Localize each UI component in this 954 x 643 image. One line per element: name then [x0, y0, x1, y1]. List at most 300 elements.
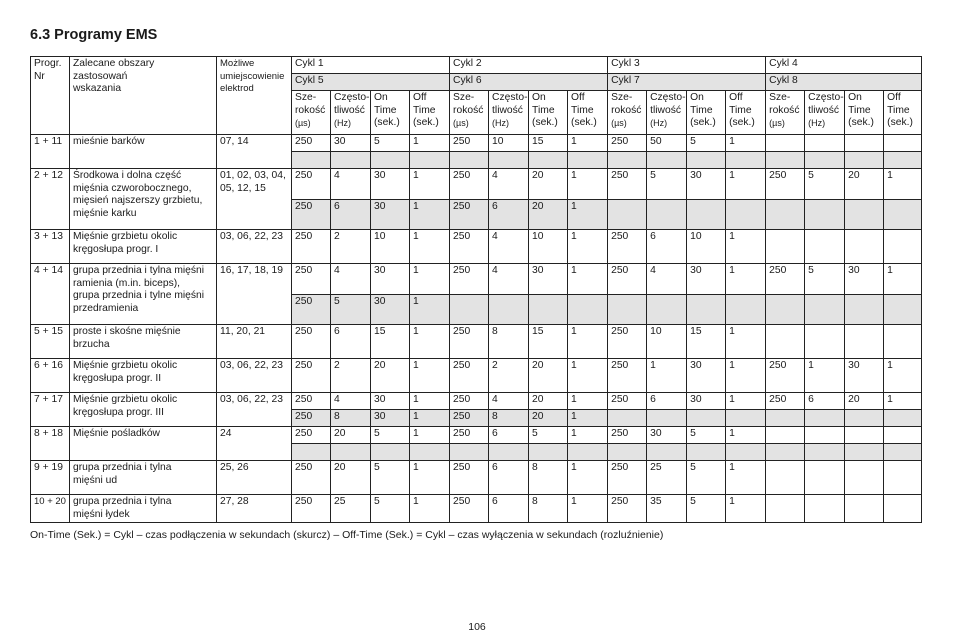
cycle-value: 250: [450, 200, 489, 230]
cycle-value: [884, 295, 922, 325]
ems-programs-table: [30, 56, 922, 523]
cycle-value: 250: [292, 325, 331, 359]
header-cycle-8: Cykl 8: [766, 74, 922, 91]
cycle-value: 5: [687, 427, 726, 444]
cycle-value: [884, 230, 922, 264]
electrode-positions: 01, 02, 03, 04, 05, 12, 15: [217, 169, 292, 230]
program-nr: 4 + 14: [31, 264, 70, 325]
cycle-value: 1: [568, 200, 608, 230]
electrode-positions: 07, 14: [217, 135, 292, 169]
cycle-value: 1: [568, 410, 608, 427]
program-nr: 6 + 16: [31, 359, 70, 393]
cycle-value: 1: [568, 461, 608, 495]
cycle-value: 5: [371, 495, 410, 523]
cycle-value: 1: [410, 230, 450, 264]
application-area: grupa przednia i tylna mięśni ud: [70, 461, 217, 495]
header-cycle-1: Cykl 1: [292, 57, 450, 74]
cycle-value: 5: [805, 264, 845, 295]
cycle-value: [845, 135, 884, 152]
cycle-value: 1: [568, 264, 608, 295]
cycle-value: 250: [450, 359, 489, 393]
cycle-value: 4: [647, 264, 687, 295]
cycle-value: 250: [292, 264, 331, 295]
cycle-value: 2: [489, 359, 529, 393]
application-area: Środkowa i dolna część mięśnia czworobocznego, mięsień najszerszy grzbietu, mięśnie karku: [70, 169, 217, 230]
cycle-value: 250: [450, 461, 489, 495]
cycle-value: 50: [647, 135, 687, 152]
cycle-value: 1: [805, 359, 845, 393]
cycle-value: 2: [331, 230, 371, 264]
header-program-nr: Progr. Nr: [31, 57, 70, 135]
header-param-frequency: Często- tliwość (Hz): [805, 91, 845, 135]
cycle-value: 5: [529, 427, 568, 444]
header-area: Zalecane obszary zastosowań wskazania: [70, 57, 217, 135]
cycle-value: 1: [410, 200, 450, 230]
header-cycle-2: Cykl 2: [450, 57, 608, 74]
header-param-width: Sze- rokość (µs): [608, 91, 647, 135]
cycle-value: 250: [608, 427, 647, 444]
header-param-frequency: Często- tliwość (Hz): [489, 91, 529, 135]
cycle-value: 4: [489, 230, 529, 264]
header-param-off-time: Off Time (sek.): [884, 91, 922, 135]
cycle-value: 20: [331, 427, 371, 444]
cycle-value: 1: [410, 325, 450, 359]
cycle-value: 250: [450, 410, 489, 427]
cycle-value: 20: [331, 461, 371, 495]
cycle-value: 250: [450, 135, 489, 152]
cycle-value: [805, 230, 845, 264]
electrode-positions: 03, 06, 22, 23: [217, 359, 292, 393]
cycle-value: 1: [568, 495, 608, 523]
cycle-value: 4: [489, 169, 529, 200]
cycle-value: 30: [331, 135, 371, 152]
cycle-value: [726, 295, 766, 325]
cycle-value: [845, 230, 884, 264]
cycle-value: 30: [371, 264, 410, 295]
section-title: 6.3 Programy EMS: [30, 27, 158, 43]
cycle-value: 250: [450, 264, 489, 295]
table-row: [31, 135, 922, 152]
cycle-value: [766, 152, 805, 169]
header-param-off-time: Off Time (sek.): [410, 91, 450, 135]
cycle-value: [292, 152, 331, 169]
cycle-value: [884, 152, 922, 169]
cycle-value: 35: [647, 495, 687, 523]
cycle-value: [687, 295, 726, 325]
cycle-value: 5: [647, 169, 687, 200]
cycle-value: 5: [331, 295, 371, 325]
cycle-value: [884, 444, 922, 461]
cycle-value: 1: [726, 461, 766, 495]
cycle-value: 30: [371, 393, 410, 410]
header-param-on-time: On Time (sek.): [687, 91, 726, 135]
cycle-value: 250: [292, 169, 331, 200]
cycle-value: 250: [608, 461, 647, 495]
cycle-value: 5: [687, 135, 726, 152]
cycle-value: [845, 427, 884, 444]
cycle-value: 1: [568, 393, 608, 410]
cycle-value: 250: [292, 295, 331, 325]
cycle-value: 10: [529, 230, 568, 264]
cycle-value: 1: [410, 359, 450, 393]
cycle-value: 250: [292, 427, 331, 444]
page-number: 106: [468, 621, 486, 633]
cycle-value: [766, 295, 805, 325]
header-cycle-5: Cykl 5: [292, 74, 450, 91]
cycle-value: 5: [687, 495, 726, 523]
electrode-positions: 27, 28: [217, 495, 292, 523]
cycle-value: [647, 444, 687, 461]
program-nr: 1 + 11: [31, 135, 70, 169]
cycle-value: 1: [410, 135, 450, 152]
program-nr: 3 + 13: [31, 230, 70, 264]
cycle-value: [489, 295, 529, 325]
program-nr: 5 + 15: [31, 325, 70, 359]
cycle-value: 1: [568, 359, 608, 393]
header-param-on-time: On Time (sek.): [529, 91, 568, 135]
cycle-value: [450, 152, 489, 169]
cycle-value: [687, 410, 726, 427]
cycle-value: 30: [845, 264, 884, 295]
cycle-value: 1: [647, 359, 687, 393]
cycle-value: [371, 444, 410, 461]
cycle-value: [845, 461, 884, 495]
electrode-positions: 03, 06, 22, 23: [217, 393, 292, 427]
cycle-value: 30: [371, 169, 410, 200]
cycle-value: 1: [726, 427, 766, 444]
cycle-value: 1: [568, 427, 608, 444]
cycle-value: 4: [331, 264, 371, 295]
table-row: [31, 427, 922, 444]
cycle-value: 30: [371, 200, 410, 230]
cycle-value: 1: [726, 325, 766, 359]
cycle-value: 250: [608, 325, 647, 359]
cycle-value: 250: [450, 393, 489, 410]
cycle-value: [805, 461, 845, 495]
cycle-value: [529, 152, 568, 169]
header-param-width: Sze- rokość (µs): [450, 91, 489, 135]
cycle-value: 250: [450, 169, 489, 200]
cycle-value: 20: [845, 393, 884, 410]
cycle-value: 10: [371, 230, 410, 264]
cycle-value: 30: [687, 359, 726, 393]
program-nr: 10 + 20: [31, 495, 70, 523]
cycle-value: 6: [489, 461, 529, 495]
cycle-value: [529, 295, 568, 325]
cycle-value: [766, 410, 805, 427]
application-area: grupa przednia i tylna mięśni łydek: [70, 495, 217, 523]
cycle-value: 250: [292, 410, 331, 427]
cycle-value: [805, 135, 845, 152]
table-row: [31, 393, 922, 410]
cycle-value: 8: [331, 410, 371, 427]
cycle-value: 1: [568, 230, 608, 264]
electrode-positions: 25, 26: [217, 461, 292, 495]
cycle-value: [726, 444, 766, 461]
cycle-value: 30: [371, 295, 410, 325]
cycle-value: 4: [489, 393, 529, 410]
cycle-value: [608, 295, 647, 325]
cycle-value: [805, 427, 845, 444]
cycle-value: [687, 444, 726, 461]
cycle-value: [884, 410, 922, 427]
cycle-value: 30: [687, 393, 726, 410]
electrode-positions: 16, 17, 18, 19: [217, 264, 292, 325]
cycle-value: [568, 444, 608, 461]
cycle-value: [845, 152, 884, 169]
cycle-value: [805, 410, 845, 427]
footnote: On-Time (Sek.) = Cykl – czas podłączenia w sekundach (skurcz) – Off-Time (Sek.) = Cykl – czas wyłączenia w sekundach (rozluźnienie): [30, 529, 664, 541]
cycle-value: 20: [529, 410, 568, 427]
header-param-off-time: Off Time (sek.): [568, 91, 608, 135]
cycle-value: 30: [687, 264, 726, 295]
cycle-value: [410, 444, 450, 461]
cycle-value: 4: [331, 393, 371, 410]
cycle-value: 1: [410, 264, 450, 295]
cycle-value: [766, 427, 805, 444]
cycle-value: [805, 325, 845, 359]
table-row: [31, 461, 922, 495]
program-nr: 7 + 17: [31, 393, 70, 427]
cycle-value: [845, 295, 884, 325]
cycle-value: 1: [568, 325, 608, 359]
cycle-value: [845, 325, 884, 359]
cycle-value: 250: [292, 135, 331, 152]
cycle-value: 1: [726, 393, 766, 410]
cycle-value: 1: [726, 230, 766, 264]
cycle-value: 6: [647, 230, 687, 264]
cycle-value: 250: [766, 264, 805, 295]
cycle-value: [371, 152, 410, 169]
header-param-frequency: Często- tliwość (Hz): [331, 91, 371, 135]
cycle-value: 6: [489, 200, 529, 230]
cycle-value: 25: [647, 461, 687, 495]
cycle-value: 15: [687, 325, 726, 359]
cycle-value: 1: [410, 393, 450, 410]
cycle-value: 10: [687, 230, 726, 264]
cycle-value: 15: [529, 325, 568, 359]
cycle-value: 250: [292, 393, 331, 410]
cycle-value: 6: [331, 325, 371, 359]
cycle-value: 1: [884, 359, 922, 393]
cycle-value: 1: [884, 169, 922, 200]
cycle-value: [450, 444, 489, 461]
cycle-value: [647, 152, 687, 169]
cycle-value: 30: [687, 169, 726, 200]
application-area: proste i skośne mięśnie brzucha: [70, 325, 217, 359]
cycle-value: 6: [489, 495, 529, 523]
cycle-value: 5: [371, 427, 410, 444]
cycle-value: 5: [805, 169, 845, 200]
cycle-value: 6: [805, 393, 845, 410]
cycle-value: 6: [489, 427, 529, 444]
cycle-value: 250: [608, 264, 647, 295]
cycle-value: 20: [529, 359, 568, 393]
cycle-value: [726, 152, 766, 169]
cycle-value: [331, 152, 371, 169]
cycle-value: 8: [529, 461, 568, 495]
table-row: [31, 325, 922, 359]
cycle-value: 1: [726, 264, 766, 295]
electrode-positions: 11, 20, 21: [217, 325, 292, 359]
cycle-value: 5: [371, 135, 410, 152]
application-area: mieśnie barków: [70, 135, 217, 169]
cycle-value: 250: [292, 461, 331, 495]
cycle-value: [845, 410, 884, 427]
cycle-value: [568, 295, 608, 325]
cycle-value: 250: [450, 495, 489, 523]
cycle-value: [884, 461, 922, 495]
cycle-value: [766, 325, 805, 359]
cycle-value: 1: [568, 169, 608, 200]
cycle-value: [805, 295, 845, 325]
cycle-value: 20: [529, 169, 568, 200]
application-area: Mięśnie grzbietu okolic kręgosłupa progr. III: [70, 393, 217, 427]
cycle-value: [766, 230, 805, 264]
cycle-value: 1: [884, 393, 922, 410]
cycle-value: [805, 495, 845, 523]
header-cycle-4: Cykl 4: [766, 57, 922, 74]
cycle-value: 250: [608, 393, 647, 410]
cycle-value: 6: [647, 393, 687, 410]
cycle-value: [845, 444, 884, 461]
cycle-value: 250: [450, 427, 489, 444]
cycle-value: 8: [529, 495, 568, 523]
header-electrodes: Możliwe umiejscowienie elektrod: [217, 57, 292, 135]
cycle-value: 250: [608, 135, 647, 152]
cycle-value: 15: [529, 135, 568, 152]
electrode-positions: 24: [217, 427, 292, 461]
cycle-value: 10: [647, 325, 687, 359]
cycle-value: 250: [450, 325, 489, 359]
header-param-width: Sze- rokość (µs): [766, 91, 805, 135]
program-nr: 9 + 19: [31, 461, 70, 495]
cycle-value: [687, 152, 726, 169]
cycle-value: 20: [529, 393, 568, 410]
cycle-value: [647, 295, 687, 325]
table-row: [31, 264, 922, 295]
application-area: Mięśnie grzbietu okolic kręgosłupa progr. I: [70, 230, 217, 264]
cycle-value: 1: [410, 427, 450, 444]
table-row: [31, 230, 922, 264]
cycle-value: [845, 200, 884, 230]
cycle-value: 8: [489, 410, 529, 427]
cycle-value: 5: [687, 461, 726, 495]
cycle-value: [608, 152, 647, 169]
cycle-value: [608, 444, 647, 461]
cycle-value: 250: [292, 495, 331, 523]
header-cycle-3: Cykl 3: [608, 57, 766, 74]
header-param-width: Sze- rokość (µs): [292, 91, 331, 135]
cycle-value: [489, 152, 529, 169]
cycle-value: 1: [410, 410, 450, 427]
cycle-value: 1: [726, 359, 766, 393]
cycle-value: 4: [331, 169, 371, 200]
cycle-value: [884, 135, 922, 152]
header-param-off-time: Off Time (sek.): [726, 91, 766, 135]
cycle-value: 4: [489, 264, 529, 295]
cycle-value: [687, 200, 726, 230]
cycle-value: 6: [331, 200, 371, 230]
header-param-frequency: Często- tliwość (Hz): [647, 91, 687, 135]
cycle-value: 1: [410, 495, 450, 523]
cycle-value: [647, 200, 687, 230]
cycle-value: 250: [766, 359, 805, 393]
cycle-value: [884, 200, 922, 230]
cycle-value: [568, 152, 608, 169]
cycle-value: 30: [647, 427, 687, 444]
cycle-value: [292, 444, 331, 461]
cycle-value: 20: [845, 169, 884, 200]
program-nr: 2 + 12: [31, 169, 70, 230]
cycle-value: [766, 495, 805, 523]
cycle-value: 1: [410, 169, 450, 200]
cycle-value: 250: [608, 495, 647, 523]
cycle-value: [410, 152, 450, 169]
cycle-value: [766, 461, 805, 495]
cycle-value: 20: [371, 359, 410, 393]
cycle-value: [331, 444, 371, 461]
cycle-value: 250: [608, 230, 647, 264]
table-row: [31, 359, 922, 393]
cycle-value: [766, 135, 805, 152]
cycle-value: [845, 495, 884, 523]
cycle-value: 2: [331, 359, 371, 393]
cycle-value: 250: [292, 200, 331, 230]
cycle-value: [884, 427, 922, 444]
cycle-value: 1: [726, 495, 766, 523]
cycle-value: 8: [489, 325, 529, 359]
cycle-value: [766, 444, 805, 461]
table-row: [31, 495, 922, 523]
cycle-value: [647, 410, 687, 427]
cycle-value: 30: [371, 410, 410, 427]
cycle-value: [805, 152, 845, 169]
cycle-value: [884, 495, 922, 523]
cycle-value: 1: [726, 169, 766, 200]
cycle-value: [766, 200, 805, 230]
cycle-value: [726, 200, 766, 230]
cycle-value: 1: [726, 135, 766, 152]
header-cycle-6: Cykl 6: [450, 74, 608, 91]
cycle-value: 250: [292, 359, 331, 393]
cycle-value: 10: [489, 135, 529, 152]
cycle-value: 30: [845, 359, 884, 393]
cycle-value: 20: [529, 200, 568, 230]
cycle-value: [529, 444, 568, 461]
cycle-value: [608, 200, 647, 230]
electrode-positions: 03, 06, 22, 23: [217, 230, 292, 264]
cycle-value: [608, 410, 647, 427]
cycle-value: 250: [766, 169, 805, 200]
header-cycle-7: Cykl 7: [608, 74, 766, 91]
cycle-value: 250: [766, 393, 805, 410]
cycle-value: 15: [371, 325, 410, 359]
application-area: grupa przednia i tylna mięśni ramienia (m.in. biceps), grupa przednia i tylne mięśni przedramienia: [70, 264, 217, 325]
cycle-value: [450, 295, 489, 325]
cycle-value: [805, 200, 845, 230]
table-row: [31, 169, 922, 200]
cycle-value: [884, 325, 922, 359]
program-nr: 8 + 18: [31, 427, 70, 461]
application-area: Mięśnie pośladków: [70, 427, 217, 461]
application-area: Mięśnie grzbietu okolic kręgosłupa progr. II: [70, 359, 217, 393]
cycle-value: 1: [410, 295, 450, 325]
cycle-value: 1: [410, 461, 450, 495]
header-param-on-time: On Time (sek.): [845, 91, 884, 135]
cycle-value: 250: [292, 230, 331, 264]
header-param-on-time: On Time (sek.): [371, 91, 410, 135]
